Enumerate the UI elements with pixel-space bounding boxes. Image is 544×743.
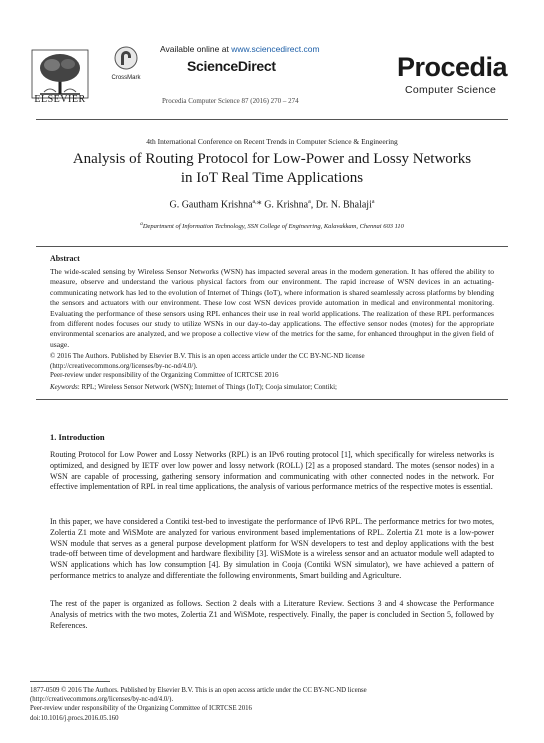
journal-reference: Procedia Computer Science 87 (2016) 270 – 274	[162, 97, 299, 105]
keywords-label: Keywords	[50, 383, 78, 391]
abstract-heading: Abstract	[50, 254, 80, 263]
footer-peer-review: Peer-review under responsibility of the Organizing Committee of ICRTCSE 2016	[30, 705, 252, 713]
title-line-2: in IoT Real Time Applications	[180, 170, 364, 186]
sciencedirect-wordmark: ScienceDirect	[187, 58, 276, 74]
available-prefix: Available online at	[160, 44, 232, 54]
peer-review-line: Peer-review under responsibility of the Organizing Committee of ICRTCSE 2016	[50, 371, 279, 379]
abstract-top-rule	[36, 246, 508, 247]
intro-paragraph-2: In this paper, we have considered a Contiki test-bed to investigate the performance of IPv6 RPL. The performance metrics for two motes, Zolertia Z1 mote and WiSMote are analyzed for various environment based implementations of RPL. Zolertia Z1 mote is a low-power WSN module that serves as a general purpose development platform for WSN developers to test and deploy applications with the best trade-off between time of development and hardware flexibility [3]. WiSMote is a wireless sensor and an actuator module well adapted to WSN applications which has low consumption [4]. By simulation in Cooja (Contiki WSN simulator), we have achieved a pattern of performance metrics to analyze and differentiate the following environments, Smart building and Agriculture.	[50, 517, 494, 580]
affiliation: $^a$Department of Information Technology, SSN College of Engineering, Kalavakkam, Chennai 603 110	[140, 221, 404, 231]
abstract-license	[50, 352, 494, 381]
footer-rule	[30, 681, 110, 682]
intro-paragraph-3: The rest of the paper is organized as follows. Section 2 deals with a Literature Review. Sections 3 and 4 showcase the Performance Analysis of metrics with the two motes, Zolertia Z1 and WiSMote, respectively. Finally, the paper is concluded in Section 5, followed by References.	[50, 599, 494, 630]
keywords-text: : RPL; Wireless Sensor Network (WSN); Internet of Things (IoT); Cooja simulator; Contiki;	[77, 383, 337, 391]
keywords-row	[50, 383, 494, 393]
journal-logo-name: Procedia	[397, 52, 508, 82]
copyright-line: © 2016 The Authors. Published by Elsevier B.V. This is an open access article under the CC BY-NC-ND license	[50, 352, 365, 360]
footer-doi[interactable]: doi:10.1016/j.procs.2016.05.160	[30, 714, 119, 722]
abstract-bottom-rule	[36, 399, 508, 400]
abstract-text: The wide-scaled sensing by Wireless Sensor Networks (WSN) has impacted several areas in the modern generation. It has offered the ability to measure, observe and understand the various physical factors from our environment. The rapid increase of WSN devices in an actuating-communicating network has led to the evolution of Internet of Things (IoT), where information is shared seamlessly across platforms by blending the sensors and actuators with our environment. These low cost WSN devices provide automation in medical and environmental monitoring. Evaluating the performance of these sensors using RPL enhances their use in real world applications. The realization of these RPL performances from different nodes focuses our study to utilize WSNs in our day-to-day applications. The effective sensor nodes (motes) for the appropriate environmental scenarios are analyzed, and we propose a collective view of the metrics for the same, for enhanced throughput in the given field of usage.	[50, 267, 494, 349]
available-online	[160, 44, 430, 54]
author-list: G. Gautham Krishna$^{a,}$* G. Krishna$^a$, Dr. N. Bhalaji$^a$	[169, 199, 375, 211]
journal-logo-sub: Computer Science	[405, 84, 497, 96]
footer-block	[30, 686, 510, 723]
intro-paragraph-1: Routing Protocol for Low Power and Lossy Networks (RPL) is an IPv6 routing protocol [1], which specifically for wireless networks is optimized, and designed by IETF over low power and lossy network (ROLL) [2] as a proposed standard. The motes (sensor nodes) in a WSN are capable of processing, gathering sensory information and communicating with other connected nodes in the network. For effective implementation of RPL in real time applications, the analysis of various performance metrics of the respective motes is essential.	[50, 450, 494, 492]
section-heading: 1. Introduction	[50, 432, 105, 442]
crossmark-label: CrossMark	[111, 75, 141, 81]
elsevier-wordmark: ELSEVIER	[34, 94, 86, 105]
header-divider	[36, 119, 508, 120]
conference-name: 4th International Conference on Recent Trends in Computer Science & Engineering	[146, 137, 398, 146]
title-line-1: Analysis of Routing Protocol for Low-Power and Lossy Networks	[72, 151, 472, 167]
crossmark-icon	[114, 46, 138, 70]
license-url[interactable]: (http://creativecommons.org/licenses/by-nc-nd/4.0/).	[50, 361, 198, 370]
footer-license-url[interactable]: (http://creativecommons.org/licenses/by-nc-nd/4.0/).	[30, 696, 174, 704]
sciencedirect-link[interactable]: www.sciencedirect.com	[231, 44, 320, 54]
footer-copyright: 1877-0509 © 2016 The Authors. Published by Elsevier B.V. This is an open access article under the CC BY-NC-ND license	[30, 687, 367, 694]
crossmark-badge[interactable]	[108, 46, 144, 81]
paper-title	[0, 150, 544, 188]
